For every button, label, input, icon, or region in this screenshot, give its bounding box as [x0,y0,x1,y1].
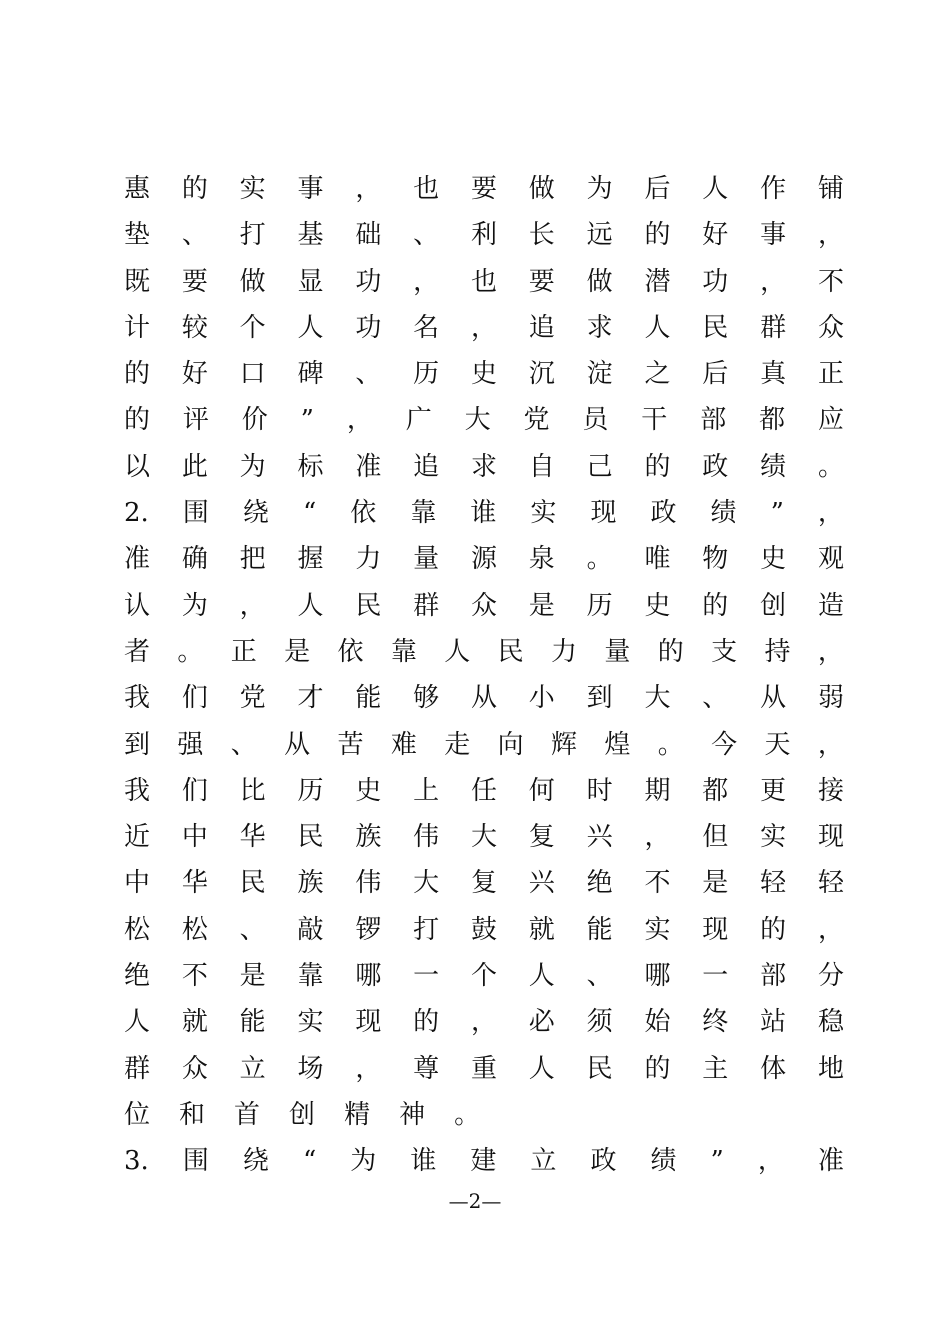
text-line: 群 众 立 场 ， 尊 重 人 民 的 主 体 地 [124,1053,844,1084]
text-line: 3. 围 绕 “ 为 谁 建 立 政 绩 ” ， 准 [124,1146,844,1177]
text-line: 认 为 ， 人 民 群 众 是 历 史 的 创 造 [124,590,844,621]
text-line: 绝 不 是 靠 哪 一 个 人 、 哪 一 部 分 [124,961,844,992]
text-line: 到 强 、 从 苦 难 走 向 辉 煌 。 今 天 ， [124,729,844,760]
text-line: 近 中 华 民 族 伟 大 复 兴 ， 但 实 现 [124,822,844,853]
text-line: 的 评 价 ” ， 广 大 党 员 干 部 都 应 [124,405,844,436]
text-line: 垫 、 打 基 础 、 利 长 远 的 好 事 ， [124,220,844,251]
text-line: 我 们 比 历 史 上 任 何 时 期 都 更 接 [124,775,844,806]
text-line: 以 此 为 标 准 追 求 自 己 的 政 绩 。 [124,451,844,482]
text-line: 位 和 首 创 精 神 。 [124,1099,481,1130]
text-line: 计 较 个 人 功 名 ， 追 求 人 民 群 众 [124,312,844,343]
body-text [124,166,844,1185]
text-line: 惠 的 实 事 ， 也 要 做 为 后 人 作 铺 [124,174,844,204]
text-line: 既 要 做 显 功 ， 也 要 做 潜 功 ， 不 [124,266,844,297]
text-line: 中 华 民 族 伟 大 复 兴 绝 不 是 轻 轻 [124,868,844,899]
text-line: 2. 围 绕 “ 依 靠 谁 实 现 政 绩 ” ， [124,498,844,529]
text-line: 松 松 、 敲 锣 打 鼓 就 能 实 现 的 ， [124,914,844,945]
text-line: 人 就 能 实 现 的 ， 必 须 始 终 站 稳 [124,1007,844,1038]
text-line: 我 们 党 才 能 够 从 小 到 大 、 从 弱 [124,683,844,714]
page-number: —2— [448,1189,502,1213]
text-line: 准 确 把 握 力 量 源 泉 。 唯 物 史 观 [124,544,844,575]
text-line: 者 。 正 是 依 靠 人 民 力 量 的 支 持 ， [124,636,844,667]
text-line: 的 好 口 碑 、 历 史 沉 淀 之 后 真 正 [124,359,844,390]
